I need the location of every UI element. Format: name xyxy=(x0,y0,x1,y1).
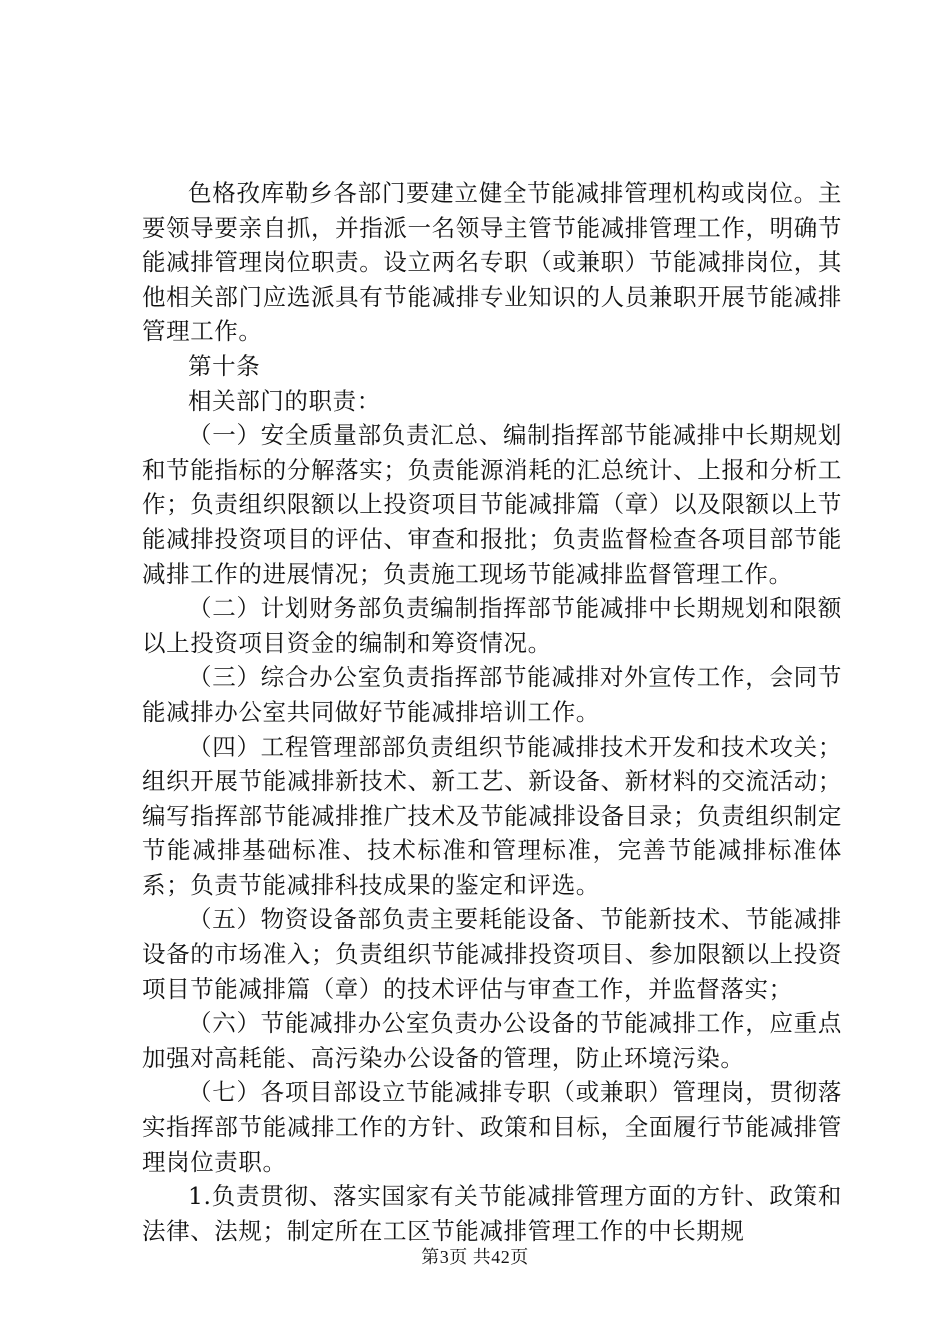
paragraph-department-setup: 色格孜库勒乡各部门要建立健全节能减排管理机构或岗位。主要领导要亲自抓，并指派一名领导主管节能减排管理工作，明确节能减排管理岗位职责。设立两名专职（或兼职）节能减排岗位，其他相关部门应选派具有节能减排专业知识的人员兼职开展节能减排管理工作。 xyxy=(142,179,842,346)
document-body xyxy=(142,176,842,1248)
list-item-project-departments: （七）各项目部设立节能减排专职（或兼职）管理岗，贯彻落实指挥部节能减排工作的方针、政策和目标，全面履行节能减排管理岗位责职。 xyxy=(142,1078,842,1176)
sub-item-1: 1.负责贯彻、落实国家有关节能减排管理方面的方针、政策和法律、法规；制定所在工区节能减排管理工作的中长期规 xyxy=(142,1182,842,1245)
list-item-engineering: （四）工程管理部部负责组织节能减排技术开发和技术攻关；组织开展节能减排新技术、新工艺、新设备、新材料的交流活动；编写指挥部节能减排推广技术及节能减排设备目录；负责组织制定节能减排基础标准、技术标准和管理标准，完善节能减排标准体系；负责节能减排科技成果的鉴定和评选。 xyxy=(142,732,842,899)
list-item-general-office: （三）综合办公室负责指挥部节能减排对外宣传工作，会同节能减排办公室共同做好节能减排培训工作。 xyxy=(142,663,842,726)
list-item-finance: （二）计划财务部负责编制指挥部节能减排中长期规划和限额以上投资项目资金的编制和筹资情况。 xyxy=(142,594,842,657)
section-heading-duties: 相关部门的职责： xyxy=(188,386,381,415)
list-item-safety-quality: （一）安全质量部负责汇总、编制指挥部节能减排中长期规划和节能指标的分解落实；负责能源消耗的汇总统计、上报和分析工作；负责组织限额以上投资项目节能减排篇（章）以及限额以上节能减排投资项目的评估、审查和报批；负责监督检查各项目部节能减排工作的进展情况；负责施工现场节能减排监督管理工作。 xyxy=(142,421,842,588)
list-item-energy-office: （六）节能减排办公室负责办公设备的节能减排工作，应重点加强对高耗能、高污染办公设备的管理，防止环境污染。 xyxy=(142,1009,842,1072)
page-number-footer: 第3页 共42页 xyxy=(421,1247,529,1267)
article-heading: 第十条 xyxy=(188,351,261,380)
list-item-materials: （五）物资设备部负责主要耗能设备、节能新技术、节能减排设备的市场准入；负责组织节能减排投资项目、参加限额以上投资项目节能减排篇（章）的技术评估与审查工作，并监督落实； xyxy=(142,905,842,1003)
